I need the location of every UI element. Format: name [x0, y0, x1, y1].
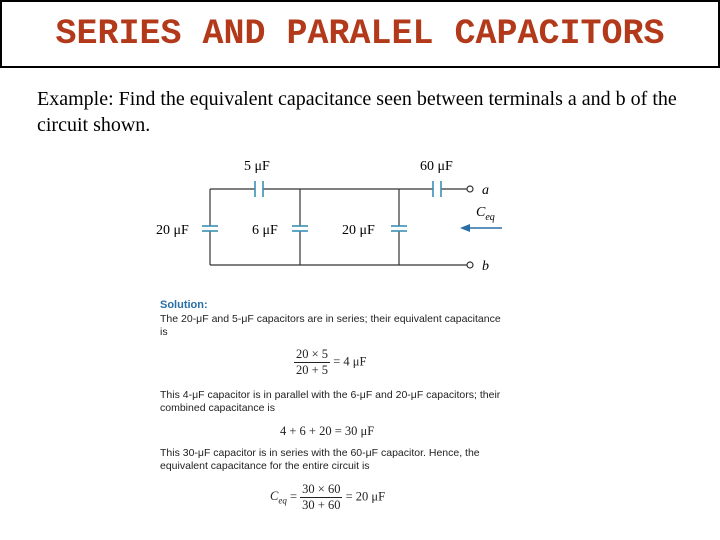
example-prompt: Example: Find the equivalent capacitance seen between terminals a and b of the circuit shown.	[37, 88, 677, 136]
label-terminal-b: b	[482, 259, 489, 274]
equation-3-denominator: 30 + 60	[302, 498, 341, 512]
label-20uf-right: 20 μF	[342, 223, 375, 238]
equation-1	[294, 347, 366, 378]
label-terminal-a: a	[482, 183, 489, 198]
equation-1-denominator: 20 + 5	[296, 363, 329, 377]
equation-3-lhs: $C_{eq}$	[270, 489, 287, 506]
equation-2: 4 + 6 + 20 = 30 μF	[280, 424, 375, 438]
label-6uf: 6 μF	[252, 223, 278, 238]
terminal-b-node	[467, 262, 473, 268]
label-20uf-left: 20 μF	[156, 223, 189, 238]
equation-3-numerator: 30 × 60	[302, 482, 341, 496]
equation-3-equals: =	[289, 489, 298, 504]
terminal-a-node	[467, 186, 473, 192]
title-bar	[0, 0, 720, 68]
equation-3	[270, 482, 385, 513]
circuit-wires	[210, 189, 467, 265]
slide-title: SERIES AND PARALEL CAPACITORS	[55, 14, 665, 54]
ceq-arrow-head	[460, 224, 470, 232]
circuit-diagram	[150, 150, 530, 280]
equation-3-fraction	[300, 482, 342, 513]
equation-1-fraction	[294, 347, 330, 378]
solution-heading: Solution:	[160, 299, 208, 311]
equation-1-numerator: 20 × 5	[296, 347, 329, 361]
solution-step-3: This 30-μF capacitor is in series with the 60-μF capacitor. Hence, the equivalent capacitance for the entire circuit is	[160, 447, 480, 472]
equation-3-result: = 20 μF	[345, 489, 386, 504]
label-5uf: 5 μF	[244, 159, 270, 174]
equation-1-result: = 4 μF	[333, 354, 367, 369]
label-ceq: $C_{eq}$	[476, 205, 495, 223]
solution-step-1: The 20-μF and 5-μF capacitors are in series; their equivalent capacitance is	[160, 313, 501, 338]
solution-step-2: This 4-μF capacitor is in parallel with the 6-μF and 20-μF capacitors; their combined capacitance is	[160, 389, 501, 414]
label-60uf: 60 μF	[420, 159, 453, 174]
